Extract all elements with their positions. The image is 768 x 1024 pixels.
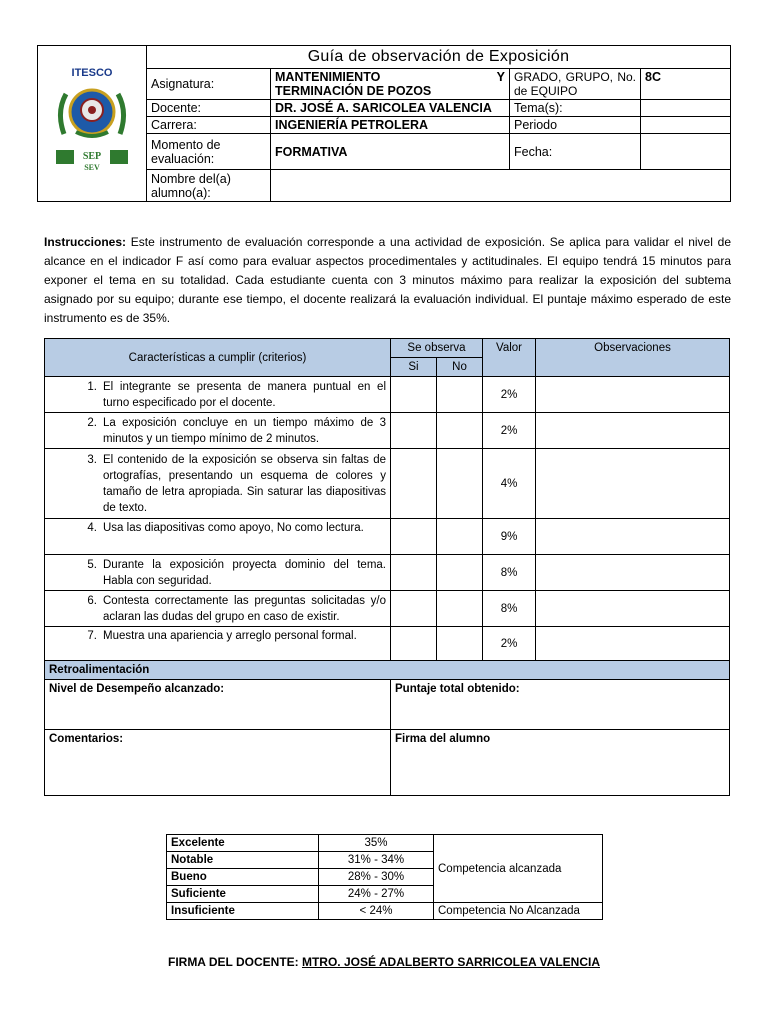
nombre-label: Nombre del(a) alumno(a): bbox=[147, 170, 271, 202]
col-valor: Valor bbox=[483, 339, 536, 377]
si-cell[interactable] bbox=[391, 377, 437, 413]
periodo-value[interactable] bbox=[641, 117, 731, 134]
item-value: 2% bbox=[483, 627, 536, 661]
scale-row bbox=[167, 903, 603, 920]
asignatura-value bbox=[271, 69, 510, 100]
si-cell[interactable] bbox=[391, 449, 437, 519]
criteria-table bbox=[44, 338, 730, 796]
si-cell[interactable] bbox=[391, 591, 437, 627]
item-text: Contesta correctamente las preguntas solicitadas y/o aclaran las dudas del grupo en caso de existir. bbox=[103, 594, 386, 623]
criteria-item bbox=[45, 449, 391, 519]
criteria-row bbox=[45, 591, 730, 627]
logo-sep: SEP bbox=[82, 151, 102, 162]
asignatura-label: Asignatura: bbox=[147, 69, 271, 100]
logo-sev: SEV bbox=[84, 163, 100, 172]
signature-label: FIRMA DEL DOCENTE: bbox=[167, 955, 302, 969]
grado-label: GRADO, GRUPO, No. de EQUIPO bbox=[510, 69, 641, 100]
item-text: Usa las diapositivas como apoyo, No como lectura. bbox=[103, 522, 364, 534]
nombre-value[interactable] bbox=[271, 170, 731, 202]
teacher-signature bbox=[0, 955, 768, 969]
no-cell[interactable] bbox=[437, 591, 483, 627]
carrera-label: Carrera: bbox=[147, 117, 271, 134]
periodo-label: Periodo bbox=[510, 117, 641, 134]
item-text: Durante la exposición proyecta dominio del tema. Habla con seguridad. bbox=[103, 558, 386, 587]
instructions bbox=[44, 233, 731, 328]
no-cell[interactable] bbox=[437, 519, 483, 555]
obs-cell[interactable] bbox=[536, 627, 730, 661]
scale-level: Notable bbox=[167, 852, 319, 869]
col-criteria: Características a cumplir (criterios) bbox=[45, 339, 391, 377]
scale-level: Bueno bbox=[167, 869, 319, 886]
item-value: 2% bbox=[483, 377, 536, 413]
col-si: Si bbox=[391, 358, 437, 377]
item-number: 5. bbox=[87, 558, 97, 571]
obs-cell[interactable] bbox=[536, 555, 730, 591]
si-cell[interactable] bbox=[391, 627, 437, 661]
docente-value: DR. JOSÉ A. SARICOLEA VALENCIA bbox=[271, 100, 510, 117]
item-number: 6. bbox=[87, 594, 97, 607]
instructions-lead: Instrucciones: bbox=[44, 235, 127, 249]
scale-not-achieved: Competencia No Alcanzada bbox=[434, 903, 603, 920]
col-observa: Se observa bbox=[391, 339, 483, 358]
item-number: 4. bbox=[87, 522, 97, 534]
fecha-value[interactable] bbox=[641, 134, 731, 170]
logo-text: ITESCO bbox=[71, 67, 113, 79]
item-text: El integrante se presenta de manera puntual en el turno especificado por el docente. bbox=[103, 380, 386, 409]
criteria-row bbox=[45, 627, 730, 661]
item-text: El contenido de la exposición se observa sin faltas de ortografías, presentando un esquema de colores y tamaño de letra apropiada. Sin saturar las diapositivas de texto. bbox=[103, 453, 386, 514]
item-number: 1. bbox=[87, 380, 97, 393]
scale-range: 28% - 30% bbox=[319, 869, 434, 886]
fecha-label: Fecha: bbox=[510, 134, 641, 170]
momento-value: FORMATIVA bbox=[271, 134, 510, 170]
criteria-item bbox=[45, 627, 391, 661]
logo-cell bbox=[38, 46, 147, 202]
criteria-row bbox=[45, 377, 730, 413]
instructions-text: Este instrumento de evaluación corresponde a una actividad de exposición. Se aplica para validar el nivel de alcance en el indicador F así como para evaluar aspectos procedimentales y actitudinales. El equipo tendrá 15 minutos para exponer el tema en su totalidad. Cada estudiante cuenta con 3 minutos máximo para realizar la exposición del subtema asignado por su equipo; durante ese tiempo, el docente realizará la evaluación individual. El puntaje máximo esperado de este instrumento es de 35%. bbox=[44, 235, 731, 325]
no-cell[interactable] bbox=[437, 627, 483, 661]
page-title: Guía de observación de Exposición bbox=[147, 46, 731, 69]
si-cell[interactable] bbox=[391, 555, 437, 591]
item-number: 2. bbox=[87, 416, 97, 429]
scale-level: Excelente bbox=[167, 835, 319, 852]
item-text: Muestra una apariencia y arreglo personal formal. bbox=[103, 630, 357, 642]
item-number: 3. bbox=[87, 453, 97, 466]
item-number: 7. bbox=[87, 630, 97, 642]
scale-level: Insuficiente bbox=[167, 903, 319, 920]
col-observaciones: Observaciones bbox=[536, 339, 730, 377]
scale-table bbox=[166, 834, 603, 920]
item-value: 2% bbox=[483, 413, 536, 449]
momento-label: Momento de evaluación: bbox=[147, 134, 271, 170]
si-cell[interactable] bbox=[391, 413, 437, 449]
temas-value[interactable] bbox=[641, 100, 731, 117]
criteria-item bbox=[45, 555, 391, 591]
no-cell[interactable] bbox=[437, 377, 483, 413]
criteria-row bbox=[45, 555, 730, 591]
asignatura-value-1: MANTENIMIENTO bbox=[275, 70, 381, 84]
item-value: 4% bbox=[483, 449, 536, 519]
scale-achieved: Competencia alcanzada bbox=[434, 835, 603, 903]
docente-label: Docente: bbox=[147, 100, 271, 117]
header-table bbox=[37, 45, 731, 202]
col-no: No bbox=[437, 358, 483, 377]
criteria-row bbox=[45, 449, 730, 519]
item-value: 8% bbox=[483, 555, 536, 591]
criteria-item bbox=[45, 591, 391, 627]
scale-range: 35% bbox=[319, 835, 434, 852]
firma-alumno-cell[interactable]: Firma del alumno bbox=[391, 730, 730, 796]
item-value: 8% bbox=[483, 591, 536, 627]
carrera-value: INGENIERÍA PETROLERA bbox=[271, 117, 510, 134]
asignatura-value-2: TERMINACIÓN DE POZOS bbox=[275, 84, 432, 98]
scale-range: 24% - 27% bbox=[319, 886, 434, 903]
obs-cell[interactable] bbox=[536, 377, 730, 413]
scale-range: < 24% bbox=[319, 903, 434, 920]
obs-cell[interactable] bbox=[536, 519, 730, 555]
obs-cell[interactable] bbox=[536, 591, 730, 627]
retro-header: Retroalimentación bbox=[45, 661, 730, 680]
no-cell[interactable] bbox=[437, 555, 483, 591]
obs-cell[interactable] bbox=[536, 449, 730, 519]
criteria-row bbox=[45, 519, 730, 555]
criteria-row bbox=[45, 413, 730, 449]
temas-label: Tema(s): bbox=[510, 100, 641, 117]
asignatura-value-y: Y bbox=[496, 70, 505, 84]
scale-level: Suficiente bbox=[167, 886, 319, 903]
si-cell[interactable] bbox=[391, 519, 437, 555]
no-cell[interactable] bbox=[437, 413, 483, 449]
grado-value: 8C bbox=[641, 69, 731, 100]
nivel-cell[interactable]: Nivel de Desempeño alcanzado: bbox=[45, 680, 391, 730]
scale-range: 31% - 34% bbox=[319, 852, 434, 869]
signature-name: MTRO. JOSÉ ADALBERTO SARRICOLEA VALENCIA bbox=[301, 955, 600, 969]
no-cell[interactable] bbox=[437, 449, 483, 519]
item-text: La exposición concluye en un tiempo máximo de 3 minutos y un tiempo mínimo de 2 minutos. bbox=[103, 416, 386, 445]
comentarios-cell[interactable]: Comentarios: bbox=[45, 730, 391, 796]
scale-row bbox=[167, 835, 603, 852]
item-value: 9% bbox=[483, 519, 536, 555]
criteria-item bbox=[45, 377, 391, 413]
puntaje-cell[interactable]: Puntaje total obtenido: bbox=[391, 680, 730, 730]
obs-cell[interactable] bbox=[536, 413, 730, 449]
itesco-logo bbox=[48, 62, 136, 182]
criteria-item bbox=[45, 413, 391, 449]
criteria-item bbox=[45, 519, 391, 555]
